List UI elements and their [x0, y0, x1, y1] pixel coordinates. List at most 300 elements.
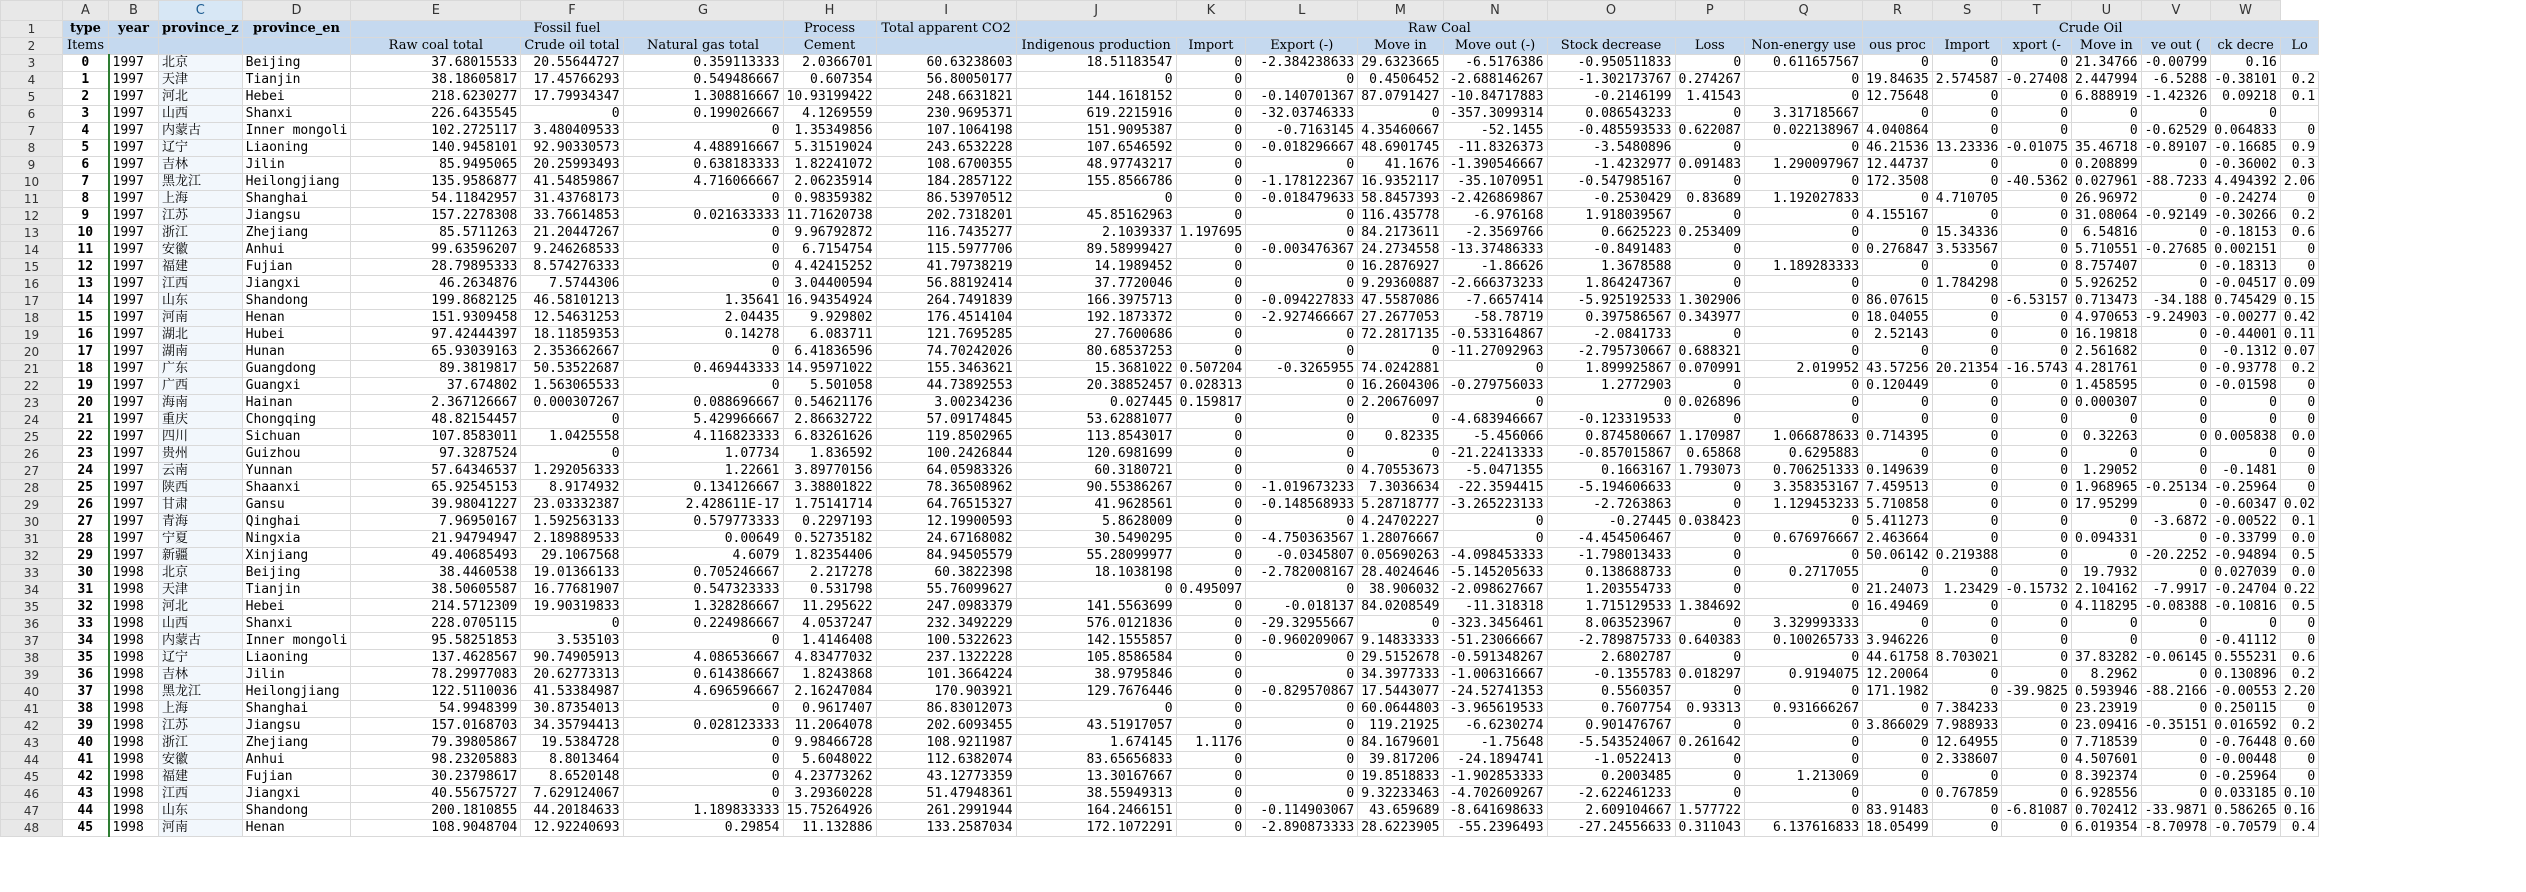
- table-cell[interactable]: 0: [623, 378, 783, 395]
- table-cell[interactable]: 41.1676: [1358, 157, 1443, 174]
- table-cell[interactable]: 0.495097: [1176, 582, 1246, 599]
- table-cell[interactable]: 5.501058: [783, 378, 876, 395]
- table-cell[interactable]: -22.3594415: [1443, 480, 1547, 497]
- table-cell[interactable]: -2.782008167: [1246, 565, 1358, 582]
- table-cell[interactable]: 0: [1246, 276, 1358, 293]
- table-cell[interactable]: 0.070991: [1675, 361, 1745, 378]
- table-cell[interactable]: 8.8013464: [521, 752, 623, 769]
- table-cell[interactable]: -0.93778: [2211, 361, 2281, 378]
- table-cell[interactable]: 55.28099977: [1016, 548, 1176, 565]
- table-cell[interactable]: 0: [2141, 667, 2211, 684]
- table-cell[interactable]: 116.7435277: [876, 225, 1016, 242]
- table-cell[interactable]: 7.384233: [1932, 701, 2002, 718]
- table-cell[interactable]: Inner mongoli: [242, 633, 351, 650]
- table-cell[interactable]: 0.6: [2280, 650, 2318, 667]
- table-cell[interactable]: 2.06235914: [783, 174, 876, 191]
- table-cell[interactable]: -6.81087: [2002, 803, 2072, 820]
- column-header-K[interactable]: K: [1176, 1, 1246, 21]
- table-cell[interactable]: 1.577722: [1675, 803, 1745, 820]
- table-cell[interactable]: 4: [63, 123, 109, 140]
- table-cell[interactable]: 1.189283333: [1745, 259, 1863, 276]
- table-cell[interactable]: -4.454506467: [1547, 531, 1675, 548]
- table-cell[interactable]: 四川: [159, 429, 243, 446]
- table-cell[interactable]: -357.3099314: [1443, 106, 1547, 123]
- table-cell[interactable]: 0: [1246, 667, 1358, 684]
- table-cell[interactable]: 0: [1246, 446, 1358, 463]
- table-cell[interactable]: 27.2677053: [1358, 310, 1443, 327]
- table-cell[interactable]: 0: [1176, 769, 1246, 786]
- table-cell[interactable]: -58.78719: [1443, 310, 1547, 327]
- table-cell[interactable]: 河北: [159, 599, 243, 616]
- table-cell[interactable]: 0: [1016, 582, 1176, 599]
- table-cell[interactable]: 1997: [109, 174, 159, 191]
- table-cell[interactable]: 0.676976667: [1745, 531, 1863, 548]
- table-cell[interactable]: 0: [1016, 72, 1176, 89]
- table-cell[interactable]: 1997: [109, 191, 159, 208]
- table-cell[interactable]: 1.458595: [2072, 378, 2142, 395]
- table-cell[interactable]: 1.292056333: [521, 463, 623, 480]
- column-header-T[interactable]: T: [2002, 1, 2072, 21]
- table-cell[interactable]: 46.21536: [1863, 140, 1933, 157]
- table-cell[interactable]: 2.367126667: [351, 395, 521, 412]
- column-header-C[interactable]: C: [159, 1, 243, 21]
- table-cell[interactable]: -1.42326: [2141, 89, 2211, 106]
- table-cell[interactable]: 0: [2002, 633, 2072, 650]
- table-cell[interactable]: 0.2003485: [1547, 769, 1675, 786]
- table-cell[interactable]: Beijing: [242, 55, 351, 72]
- table-cell[interactable]: -29.32955667: [1246, 616, 1358, 633]
- table-cell[interactable]: 0: [1358, 616, 1443, 633]
- row-header-2[interactable]: 2: [1, 38, 63, 55]
- table-cell[interactable]: -3.6872: [2141, 514, 2211, 531]
- table-cell[interactable]: 1.3678588: [1547, 259, 1675, 276]
- table-cell[interactable]: 1.8243868: [783, 667, 876, 684]
- table-cell[interactable]: 0: [2002, 548, 2072, 565]
- table-cell[interactable]: -1.798013433: [1547, 548, 1675, 565]
- table-cell[interactable]: -0.018479633: [1246, 191, 1358, 208]
- table-cell[interactable]: 12.92240693: [521, 820, 623, 837]
- table-cell[interactable]: 87.0791427: [1358, 89, 1443, 106]
- sub-header-cell[interactable]: Import: [1176, 38, 1246, 55]
- table-cell[interactable]: 2.574587: [1932, 72, 2002, 89]
- table-cell[interactable]: 0.130896: [2211, 667, 2281, 684]
- table-cell[interactable]: 0: [2002, 667, 2072, 684]
- table-cell[interactable]: 4.716066667: [623, 174, 783, 191]
- table-cell[interactable]: 90.74905913: [521, 650, 623, 667]
- table-cell[interactable]: 0: [1547, 395, 1675, 412]
- table-cell[interactable]: 内蒙古: [159, 633, 243, 650]
- table-cell[interactable]: 0.000307267: [521, 395, 623, 412]
- table-cell[interactable]: 0.549486667: [623, 72, 783, 89]
- table-cell[interactable]: 辽宁: [159, 140, 243, 157]
- table-cell[interactable]: 164.2466151: [1016, 803, 1176, 820]
- table-cell[interactable]: 安徽: [159, 242, 243, 259]
- sub-header-cell[interactable]: Export (-): [1246, 38, 1358, 55]
- table-cell[interactable]: 2.447994: [2072, 72, 2142, 89]
- table-cell[interactable]: -20.2252: [2141, 548, 2211, 565]
- table-cell[interactable]: -2.622461233: [1547, 786, 1675, 803]
- table-cell[interactable]: 1998: [109, 565, 159, 582]
- table-cell[interactable]: 1997: [109, 378, 159, 395]
- table-cell[interactable]: 0: [623, 786, 783, 803]
- row-header-18[interactable]: 18: [1, 310, 63, 327]
- table-cell[interactable]: 0.1: [2280, 514, 2318, 531]
- table-cell[interactable]: -1.178122367: [1246, 174, 1358, 191]
- table-cell[interactable]: 0: [1745, 344, 1863, 361]
- table-cell[interactable]: 16: [63, 327, 109, 344]
- table-cell[interactable]: 0: [1246, 650, 1358, 667]
- column-header-S[interactable]: S: [1932, 1, 2002, 21]
- table-cell[interactable]: 0.018297: [1675, 667, 1745, 684]
- table-cell[interactable]: 0.120449: [1863, 378, 1933, 395]
- table-cell[interactable]: Anhui: [242, 242, 351, 259]
- table-cell[interactable]: Fujian: [242, 259, 351, 276]
- table-cell[interactable]: 0: [1932, 480, 2002, 497]
- table-cell[interactable]: 0: [2211, 412, 2281, 429]
- table-cell[interactable]: 19.01366133: [521, 565, 623, 582]
- table-cell[interactable]: 27.7600686: [1016, 327, 1176, 344]
- sub-header-cell[interactable]: Move in: [2072, 38, 2142, 55]
- table-cell[interactable]: 60.3822398: [876, 565, 1016, 582]
- table-cell[interactable]: -323.3456461: [1443, 616, 1547, 633]
- table-cell[interactable]: 0: [623, 752, 783, 769]
- table-cell[interactable]: Inner mongoli: [242, 123, 351, 140]
- table-cell[interactable]: 0: [2072, 123, 2142, 140]
- table-cell[interactable]: 0.5: [2280, 548, 2318, 565]
- table-cell[interactable]: 0: [2141, 344, 2211, 361]
- table-cell[interactable]: 33: [63, 616, 109, 633]
- table-cell[interactable]: -2.426869867: [1443, 191, 1547, 208]
- table-cell[interactable]: -0.01598: [2211, 378, 2281, 395]
- row-header-21[interactable]: 21: [1, 361, 63, 378]
- table-cell[interactable]: 84.94505579: [876, 548, 1016, 565]
- table-cell[interactable]: Shanxi: [242, 106, 351, 123]
- table-cell[interactable]: 8.757407: [2072, 259, 2142, 276]
- table-cell[interactable]: -0.01075: [2002, 140, 2072, 157]
- table-cell[interactable]: 0: [1176, 242, 1246, 259]
- table-cell[interactable]: 0: [2002, 395, 2072, 412]
- table-cell[interactable]: -0.00799: [2141, 55, 2211, 72]
- table-cell[interactable]: 129.7676446: [1016, 684, 1176, 701]
- table-cell[interactable]: 619.2215916: [1016, 106, 1176, 123]
- table-cell[interactable]: 0.4: [2280, 820, 2318, 837]
- table-cell[interactable]: 1997: [109, 361, 159, 378]
- table-cell[interactable]: 江西: [159, 276, 243, 293]
- table-cell[interactable]: 9.29360887: [1358, 276, 1443, 293]
- table-cell[interactable]: 119.8502965: [876, 429, 1016, 446]
- table-cell[interactable]: 45.85162963: [1016, 208, 1176, 225]
- row-header-30[interactable]: 30: [1, 514, 63, 531]
- table-cell[interactable]: 1998: [109, 650, 159, 667]
- table-cell[interactable]: 0: [1246, 208, 1358, 225]
- table-cell[interactable]: Shandong: [242, 803, 351, 820]
- table-cell[interactable]: -3.5480896: [1547, 140, 1675, 157]
- row-header-13[interactable]: 13: [1, 225, 63, 242]
- table-cell[interactable]: 0.9: [2280, 140, 2318, 157]
- table-cell[interactable]: 0: [2211, 106, 2281, 123]
- table-cell[interactable]: 0.5560357: [1547, 684, 1675, 701]
- table-cell[interactable]: 202.7318201: [876, 208, 1016, 225]
- table-cell[interactable]: 41.54859867: [521, 174, 623, 191]
- province-en-header[interactable]: province_en: [242, 21, 351, 38]
- table-cell[interactable]: -4.683946667: [1443, 412, 1547, 429]
- table-cell[interactable]: 248.6631821: [876, 89, 1016, 106]
- column-header-P[interactable]: P: [1675, 1, 1745, 21]
- table-cell[interactable]: 5.926252: [2072, 276, 2142, 293]
- table-cell[interactable]: 0: [1246, 157, 1358, 174]
- row-header-48[interactable]: 48: [1, 820, 63, 837]
- table-cell[interactable]: 1998: [109, 735, 159, 752]
- table-cell[interactable]: 0: [1176, 497, 1246, 514]
- table-cell[interactable]: Hebei: [242, 89, 351, 106]
- table-cell[interactable]: 甘肃: [159, 497, 243, 514]
- table-cell[interactable]: 1997: [109, 259, 159, 276]
- row-header-46[interactable]: 46: [1, 786, 63, 803]
- table-cell[interactable]: -5.0471355: [1443, 463, 1547, 480]
- table-cell[interactable]: 0.276847: [1863, 242, 1933, 259]
- table-cell[interactable]: 0: [623, 242, 783, 259]
- table-cell[interactable]: 0: [1246, 429, 1358, 446]
- table-cell[interactable]: 14: [63, 293, 109, 310]
- table-cell[interactable]: 0: [1675, 327, 1745, 344]
- table-cell[interactable]: 0.11: [2280, 327, 2318, 344]
- table-cell[interactable]: 贵州: [159, 446, 243, 463]
- table-cell[interactable]: 151.9095387: [1016, 123, 1176, 140]
- table-cell[interactable]: 0: [2141, 752, 2211, 769]
- table-cell[interactable]: 19.5384728: [521, 735, 623, 752]
- table-cell[interactable]: 0: [1863, 769, 1933, 786]
- table-cell[interactable]: Henan: [242, 310, 351, 327]
- table-cell[interactable]: 0: [1675, 684, 1745, 701]
- table-cell[interactable]: 0.713473: [2072, 293, 2142, 310]
- row-header-35[interactable]: 35: [1, 599, 63, 616]
- table-cell[interactable]: 4.24702227: [1358, 514, 1443, 531]
- table-cell[interactable]: -3.265223133: [1443, 497, 1547, 514]
- table-cell[interactable]: 0: [1176, 140, 1246, 157]
- table-cell[interactable]: 1997: [109, 514, 159, 531]
- table-cell[interactable]: 0: [2002, 769, 2072, 786]
- table-cell[interactable]: 20.21354: [1932, 361, 2002, 378]
- table-cell[interactable]: 0: [1675, 650, 1745, 667]
- table-cell[interactable]: -4.098453333: [1443, 548, 1547, 565]
- table-cell[interactable]: Hebei: [242, 599, 351, 616]
- table-cell[interactable]: 0.65868: [1675, 446, 1745, 463]
- table-cell[interactable]: 43: [63, 786, 109, 803]
- table-cell[interactable]: -6.5288: [2141, 72, 2211, 89]
- table-cell[interactable]: -0.2146199: [1547, 89, 1675, 106]
- table-cell[interactable]: 89.58999427: [1016, 242, 1176, 259]
- table-cell[interactable]: 8: [63, 191, 109, 208]
- column-header-W[interactable]: W: [2211, 1, 2281, 21]
- table-cell[interactable]: 0: [1932, 344, 2002, 361]
- table-cell[interactable]: Liaoning: [242, 650, 351, 667]
- row-header-23[interactable]: 23: [1, 395, 63, 412]
- table-cell[interactable]: 0: [2002, 718, 2072, 735]
- table-cell[interactable]: 0: [1745, 599, 1863, 616]
- table-cell[interactable]: 0: [1675, 480, 1745, 497]
- table-cell[interactable]: 0: [1246, 412, 1358, 429]
- row-header-42[interactable]: 42: [1, 718, 63, 735]
- table-cell[interactable]: -0.60347: [2211, 497, 2281, 514]
- row-header-8[interactable]: 8: [1, 140, 63, 157]
- table-cell[interactable]: -5.145205633: [1443, 565, 1547, 582]
- table-cell[interactable]: Chongqing: [242, 412, 351, 429]
- table-cell[interactable]: 0: [1932, 497, 2002, 514]
- table-cell[interactable]: 42: [63, 769, 109, 786]
- table-cell[interactable]: 50.06142: [1863, 548, 1933, 565]
- table-cell[interactable]: 13.23336: [1932, 140, 2002, 157]
- table-cell[interactable]: 0: [623, 633, 783, 650]
- table-cell[interactable]: 157.2278308: [351, 208, 521, 225]
- table-cell[interactable]: 0.021633333: [623, 208, 783, 225]
- table-cell[interactable]: 0: [1745, 684, 1863, 701]
- table-cell[interactable]: 0: [1863, 276, 1933, 293]
- table-cell[interactable]: Jiangxi: [242, 276, 351, 293]
- table-cell[interactable]: 0.614386667: [623, 667, 783, 684]
- table-cell[interactable]: 3.329993333: [1745, 616, 1863, 633]
- table-cell[interactable]: 0.531798: [783, 582, 876, 599]
- table-cell[interactable]: 0: [1863, 55, 1933, 72]
- table-cell[interactable]: 79.39805867: [351, 735, 521, 752]
- sub-header-cell[interactable]: Indigenous production: [1016, 38, 1176, 55]
- table-cell[interactable]: 21.20447267: [521, 225, 623, 242]
- table-cell[interactable]: 0.9617407: [783, 701, 876, 718]
- table-cell[interactable]: 0.149639: [1863, 463, 1933, 480]
- table-cell[interactable]: 166.3975713: [1016, 293, 1176, 310]
- table-cell[interactable]: 37: [63, 684, 109, 701]
- table-cell[interactable]: 1.918039567: [1547, 208, 1675, 225]
- table-cell[interactable]: Yunnan: [242, 463, 351, 480]
- table-cell[interactable]: 2.189889533: [521, 531, 623, 548]
- table-cell[interactable]: 74.70242026: [876, 344, 1016, 361]
- sub-header-cell[interactable]: Cement: [783, 38, 876, 55]
- sub-header-cell[interactable]: [109, 38, 159, 55]
- table-cell[interactable]: -2.098627667: [1443, 582, 1547, 599]
- table-cell[interactable]: 108.9048704: [351, 820, 521, 837]
- table-cell[interactable]: 576.0121836: [1016, 616, 1176, 633]
- table-cell[interactable]: 0.931666267: [1745, 701, 1863, 718]
- table-cell[interactable]: 12.54631253: [521, 310, 623, 327]
- table-cell[interactable]: 0: [2002, 106, 2072, 123]
- table-cell[interactable]: 0: [1246, 378, 1358, 395]
- table-cell[interactable]: 0: [2211, 616, 2281, 633]
- table-cell[interactable]: 13.30167667: [1016, 769, 1176, 786]
- table-cell[interactable]: 0: [1358, 446, 1443, 463]
- table-cell[interactable]: -27.24556633: [1547, 820, 1675, 837]
- table-cell[interactable]: 202.6093455: [876, 718, 1016, 735]
- table-cell[interactable]: 0: [2002, 565, 2072, 582]
- table-cell[interactable]: -2.3569766: [1443, 225, 1547, 242]
- sub-header-cell[interactable]: Move in: [1358, 38, 1443, 55]
- table-cell[interactable]: 50.53522687: [521, 361, 623, 378]
- table-cell[interactable]: 119.21925: [1358, 718, 1443, 735]
- table-cell[interactable]: 1.899925867: [1547, 361, 1675, 378]
- row-header-7[interactable]: 7: [1, 123, 63, 140]
- table-cell[interactable]: 46.58101213: [521, 293, 623, 310]
- table-cell[interactable]: 4.83477032: [783, 650, 876, 667]
- table-cell[interactable]: 0: [2002, 735, 2072, 752]
- table-cell[interactable]: 48.82154457: [351, 412, 521, 429]
- table-cell[interactable]: Heilongjiang: [242, 684, 351, 701]
- table-cell[interactable]: -0.003476367: [1246, 242, 1358, 259]
- table-cell[interactable]: -0.25964: [2211, 769, 2281, 786]
- table-cell[interactable]: 228.0705115: [351, 616, 521, 633]
- table-cell[interactable]: 0.088696667: [623, 395, 783, 412]
- table-cell[interactable]: 243.6532228: [876, 140, 1016, 157]
- table-cell[interactable]: 121.7695285: [876, 327, 1016, 344]
- table-cell[interactable]: 0: [1675, 55, 1745, 72]
- table-cell[interactable]: 0.0: [2280, 429, 2318, 446]
- table-cell[interactable]: 0: [2072, 633, 2142, 650]
- table-cell[interactable]: -88.7233: [2141, 174, 2211, 191]
- table-cell[interactable]: 22: [63, 429, 109, 446]
- table-cell[interactable]: 1997: [109, 548, 159, 565]
- table-cell[interactable]: 101.3664224: [876, 667, 1016, 684]
- table-cell[interactable]: Jilin: [242, 667, 351, 684]
- table-cell[interactable]: Ningxia: [242, 531, 351, 548]
- table-cell[interactable]: 0.199026667: [623, 106, 783, 123]
- table-cell[interactable]: 0: [1246, 225, 1358, 242]
- table-cell[interactable]: 0.3: [2280, 157, 2318, 174]
- table-cell[interactable]: 0.033185: [2211, 786, 2281, 803]
- table-cell[interactable]: -0.76448: [2211, 735, 2281, 752]
- table-cell[interactable]: 0.250115: [2211, 701, 2281, 718]
- table-cell[interactable]: 60.0644803: [1358, 701, 1443, 718]
- table-cell[interactable]: 0.138688733: [1547, 565, 1675, 582]
- table-cell[interactable]: 14.1989452: [1016, 259, 1176, 276]
- table-cell[interactable]: 江苏: [159, 718, 243, 735]
- table-cell[interactable]: 3.946226: [1863, 633, 1933, 650]
- table-cell[interactable]: 0: [623, 191, 783, 208]
- table-cell[interactable]: 上海: [159, 701, 243, 718]
- table-cell[interactable]: 0: [1932, 293, 2002, 310]
- table-cell[interactable]: -24.52741353: [1443, 684, 1547, 701]
- table-cell[interactable]: 0: [1745, 582, 1863, 599]
- table-cell[interactable]: 0: [2002, 616, 2072, 633]
- row-header-26[interactable]: 26: [1, 446, 63, 463]
- table-cell[interactable]: 0.261642: [1675, 735, 1745, 752]
- table-cell[interactable]: 0: [1176, 752, 1246, 769]
- table-cell[interactable]: Zhejiang: [242, 735, 351, 752]
- table-cell[interactable]: 0: [2002, 123, 2072, 140]
- table-cell[interactable]: 内蒙古: [159, 123, 243, 140]
- table-cell[interactable]: 9.929802: [783, 310, 876, 327]
- table-cell[interactable]: 1998: [109, 701, 159, 718]
- row-header-16[interactable]: 16: [1, 276, 63, 293]
- table-cell[interactable]: 1.29052: [2072, 463, 2142, 480]
- table-cell[interactable]: -0.00277: [2211, 310, 2281, 327]
- table-cell[interactable]: 0: [1863, 395, 1933, 412]
- table-cell[interactable]: 0: [1675, 786, 1745, 803]
- table-cell[interactable]: 吉林: [159, 667, 243, 684]
- table-cell[interactable]: 0.09: [2280, 276, 2318, 293]
- table-cell[interactable]: 100.5322623: [876, 633, 1016, 650]
- table-cell[interactable]: Beijing: [242, 565, 351, 582]
- row-header-37[interactable]: 37: [1, 633, 63, 650]
- table-cell[interactable]: 0: [1176, 718, 1246, 735]
- table-cell[interactable]: 0: [2141, 259, 2211, 276]
- table-cell[interactable]: 1.968965: [2072, 480, 2142, 497]
- table-cell[interactable]: 1998: [109, 803, 159, 820]
- table-cell[interactable]: 0: [2141, 735, 2211, 752]
- table-cell[interactable]: 0: [2072, 514, 2142, 531]
- table-cell[interactable]: 0: [1745, 803, 1863, 820]
- table-cell[interactable]: 0: [1745, 395, 1863, 412]
- table-cell[interactable]: 0.2717055: [1745, 565, 1863, 582]
- table-cell[interactable]: 0.16: [2280, 803, 2318, 820]
- table-cell[interactable]: 2.561682: [2072, 344, 2142, 361]
- table-cell[interactable]: 1997: [109, 531, 159, 548]
